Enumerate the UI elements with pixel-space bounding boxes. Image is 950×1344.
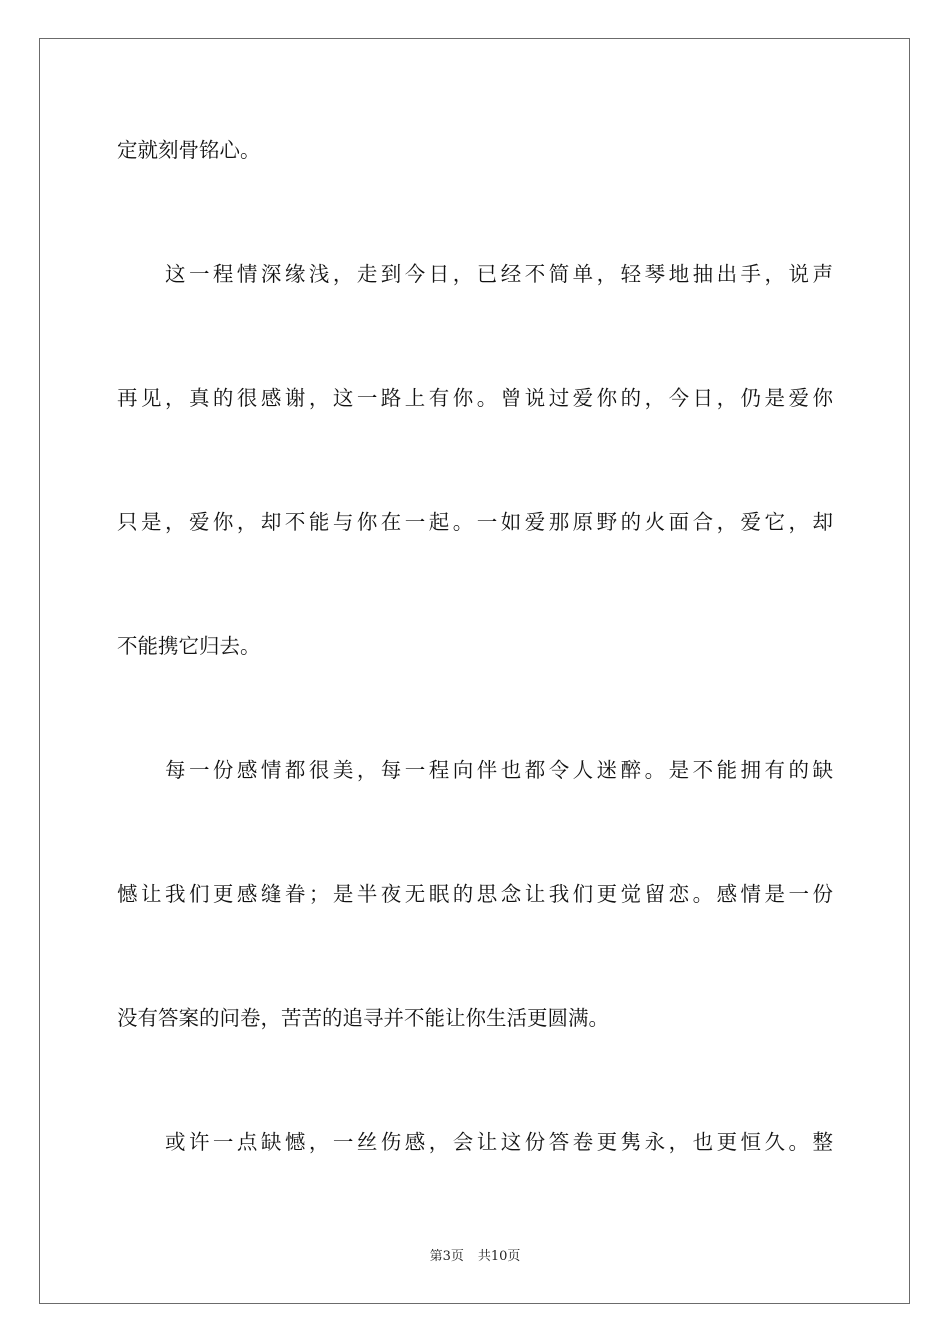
text-line: 定就刻骨铭心。 [117, 138, 261, 162]
page-border [39, 38, 910, 1304]
page-footer [0, 1248, 950, 1266]
page-total: 共10页 [477, 1249, 521, 1264]
text-line: 再见，真的很感谢，这一路上有你。曾说过爱你的，今日，仍是爱你 [117, 386, 833, 410]
text-line: 不能携它归去。 [117, 634, 261, 658]
page-number: 第3页 [429, 1249, 464, 1264]
text-line: 或许一点缺憾，一丝伤感，会让这份答卷更隽永，也更恒久。整 [117, 1130, 833, 1154]
text-line: 每一份感情都很美，每一程向伴也都令人迷醉。是不能拥有的缺 [117, 758, 833, 782]
text-line: 这一程情深缘浅，走到今日，已经不简单，轻琴地抽出手，说声 [117, 262, 833, 286]
text-line: 没有答案的问卷，苦苦的追寻并不能让你生活更圆满。 [117, 1006, 609, 1030]
text-line: 憾让我们更感缝眷；是半夜无眠的思念让我们更觉留恋。感情是一份 [117, 882, 833, 906]
text-line: 只是，爱你，却不能与你在一起。一如爱那原野的火面合，爱它，却 [117, 510, 833, 534]
